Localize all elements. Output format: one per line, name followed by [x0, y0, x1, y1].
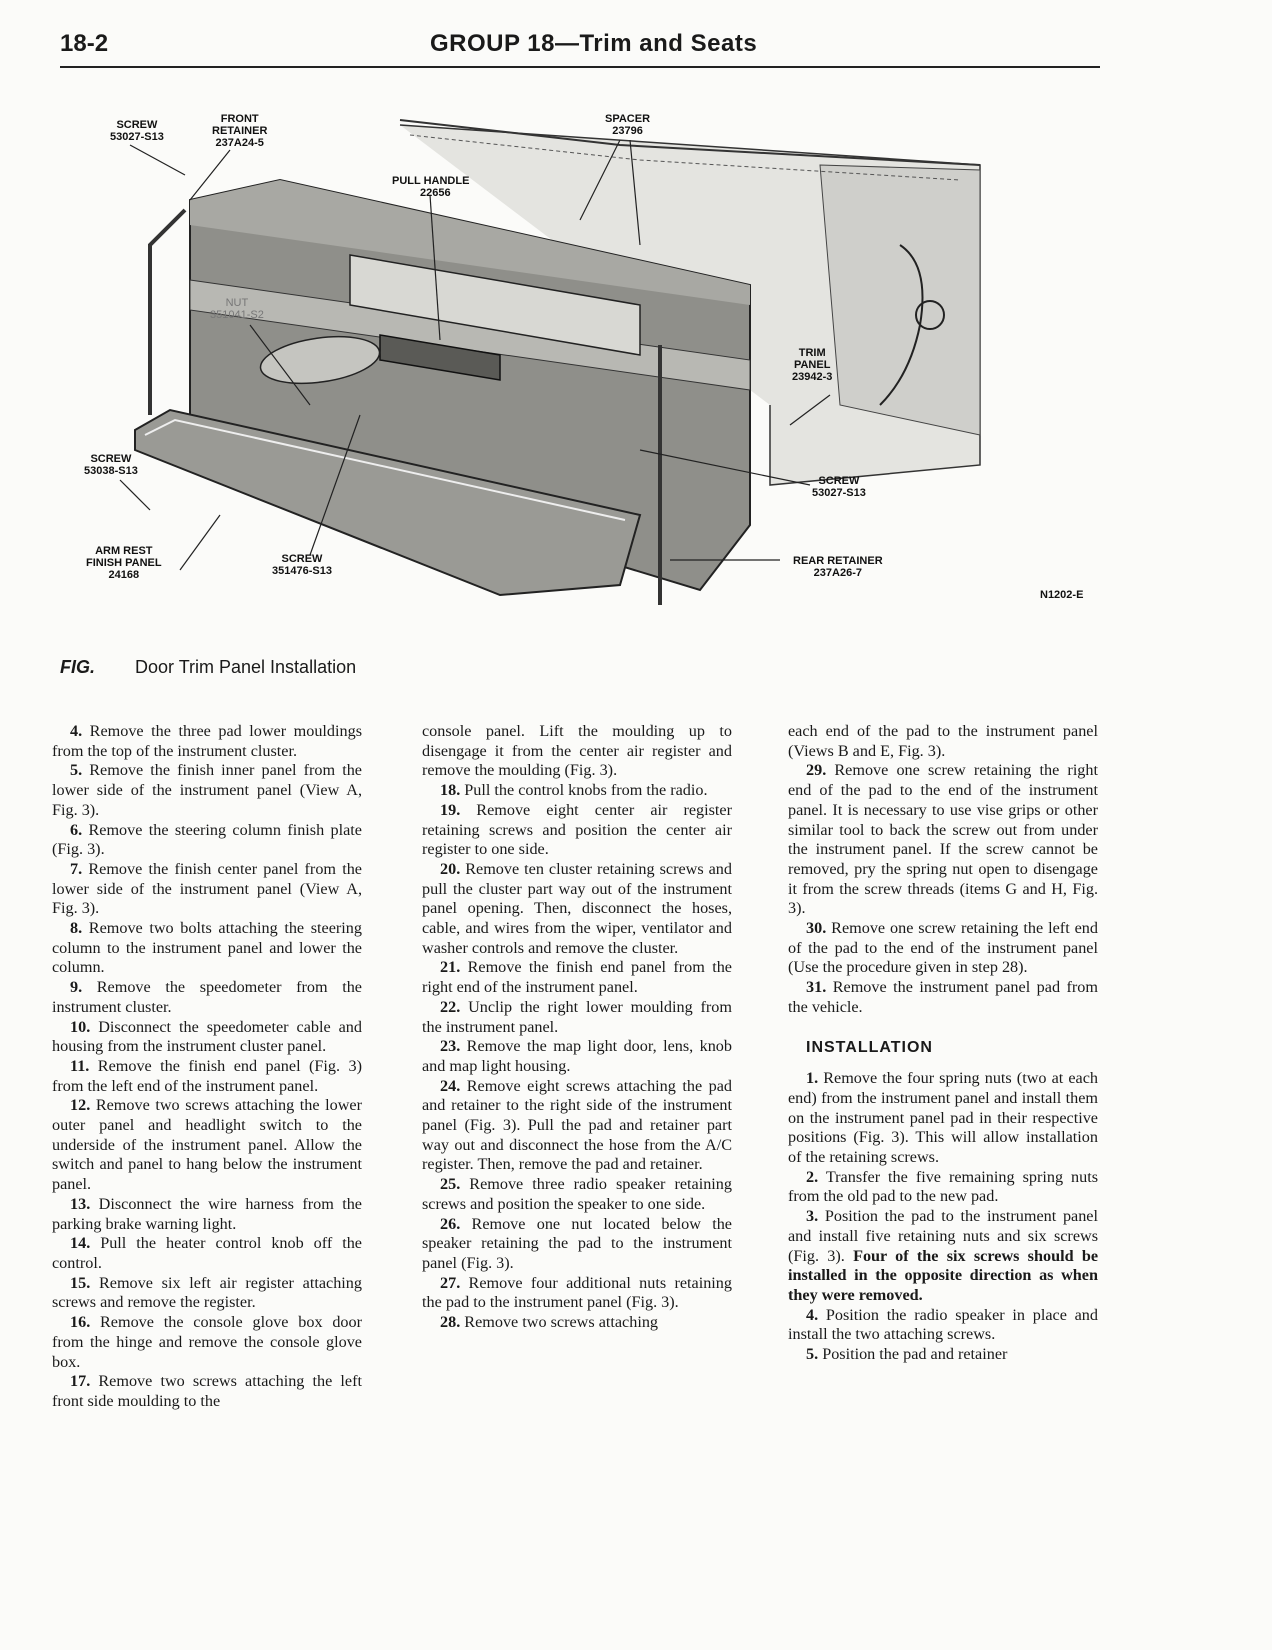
step-21: 21. Remove the finish end panel from the right end of the instrument panel. — [422, 958, 732, 997]
figure-code: N1202-E — [1040, 589, 1084, 601]
step-10: 10. Disconnect the speedometer cable and housing from the instrument cluster panel. — [52, 1017, 362, 1056]
step-7: 7. Remove the finish center panel from the lower side of the instrument panel (View A, Fig. 3). — [52, 859, 362, 918]
front-retainer-rod — [150, 210, 185, 415]
label-arm-rest: ARM REST FINISH PANEL 24168 — [86, 545, 162, 581]
installation-heading: INSTALLATION — [806, 1038, 933, 1056]
install-step-4: 4. Position the radio speaker in place and install the two attaching screws. — [788, 1305, 1098, 1344]
text-column-2 — [422, 722, 732, 1333]
step-12: 12. Remove two screws attaching the lower outer panel and headlight switch to the underside of the instrument panel. Allow the switch and panel to hang below the instrument panel. — [52, 1096, 362, 1194]
install-step-3-warning: Four of the six screws should be installed in the opposite direction as when they were removed. — [788, 1246, 1099, 1304]
step-11: 11. Remove the finish end panel (Fig. 3) from the left end of the instrument panel. — [52, 1056, 362, 1095]
step-18: 18. Pull the control knobs from the radio. — [440, 781, 708, 800]
label-rear-retainer: REAR RETAINER 237A26-7 — [793, 555, 883, 579]
install-step-5: 5. Position the pad and retainer — [806, 1345, 1008, 1364]
label-screw-top: SCREW 53027-S13 — [110, 119, 164, 143]
step-6: 6. Remove the steering column finish plate (Fig. 3). — [52, 820, 362, 859]
step-31: 31. Remove the instrument panel pad from the vehicle. — [788, 978, 1098, 1016]
label-screw-bottom: SCREW 351476-S13 — [272, 553, 332, 577]
step-27: 27. Remove four additional nuts retaining the pad to the instrument panel (Fig. 3). — [422, 1273, 732, 1312]
label-pull-handle: PULL HANDLE 22656 — [392, 175, 470, 199]
label-screw-left: SCREW 53038-S13 — [84, 453, 138, 477]
label-trim-panel: TRIM PANEL 23942-3 — [792, 347, 833, 383]
door-trim-illustration — [80, 105, 1100, 635]
step-22: 22. Unclip the right lower moulding from the instrument panel. — [422, 997, 732, 1036]
install-step-1: 1. Remove the four spring nuts (two at each end) from the instrument panel and install them on the instrument panel pad in their respective positions (Fig. 3). This will allow installation of the retaining screws. — [788, 1069, 1098, 1167]
door-trim-figure — [80, 105, 1100, 635]
step-28-continued: each end of the pad to the instrument panel (Views B and E, Fig. 3). — [788, 722, 1098, 760]
text-column-1 — [52, 722, 362, 1412]
step-26: 26. Remove one nut located below the speaker retaining the pad to the instrument panel (Fig. 3). — [422, 1214, 732, 1272]
step-16: 16. Remove the console glove box door from the hinge and remove the console glove box. — [52, 1313, 362, 1371]
header-rule — [60, 66, 1100, 68]
label-spacer: SPACER 23796 — [605, 113, 651, 137]
caption-title: Door Trim Panel Installation — [135, 657, 357, 677]
step-5: 5. Remove the finish inner panel from the lower side of the instrument panel (View A, Fig. 3). — [52, 761, 362, 819]
label-front-retainer: FRONT RETAINER 237A24-5 — [212, 113, 268, 149]
install-step-3: 3. Position the pad to the instrument panel and install five retaining nuts and six screws (Fig. 3). Four of the six screws should be installed in the opposite direction as when they were removed. — [788, 1207, 1099, 1304]
step-30: 30. Remove one screw retaining the left end of the pad to the end of the instrument panel (Use the procedure given in step 28). — [788, 919, 1098, 977]
step-20: 20. Remove ten cluster retaining screws and pull the cluster part way out of the instrument panel opening. Then, disconnect the hoses, cable, and wires from the wiper, ventilator and washer controls and remove the cluster. — [422, 859, 732, 957]
step-28: 28. Remove two screws attaching — [440, 1313, 659, 1332]
step-15: 15. Remove six left air register attaching screws and remove the register. — [52, 1273, 362, 1312]
label-screw-right: SCREW 53027-S13 — [812, 475, 866, 499]
group-title: GROUP 18—Trim and Seats — [430, 30, 758, 57]
text-column-3 — [788, 722, 1098, 1365]
label-nut: NUT 351041-S2 — [210, 297, 264, 321]
install-step-2: 2. Transfer the five remaining spring nuts from the old pad to the new pad. — [788, 1167, 1098, 1206]
page-header — [60, 30, 1100, 66]
step-17-continued: console panel. Lift the moulding up to disengage it from the center air register and remove the moulding (Fig. 3). — [422, 722, 732, 780]
step-19: 19. Remove eight center air register retaining screws and position the center air register to one side. — [422, 800, 732, 859]
step-25: 25. Remove three radio speaker retaining screws and position the speaker to one side. — [422, 1175, 732, 1213]
step-13: 13. Disconnect the wire harness from the parking brake warning light. — [52, 1194, 362, 1233]
step-17: 17. Remove two screws attaching the left front side moulding to the — [52, 1372, 362, 1410]
page-number: 18-2 — [60, 30, 109, 57]
door-frame-shading — [820, 165, 980, 435]
step-23: 23. Remove the map light door, lens, knob and map light housing. — [422, 1037, 732, 1075]
step-14: 14. Pull the heater control knob off the control. — [52, 1234, 362, 1272]
step-24: 24. Remove eight screws attaching the pad and retainer to the right side of the instrument panel (Fig. 3). Pull the pad and retainer part way out and disconnect the hose from the A/C register. Then, remove the pad and retainer. — [422, 1076, 732, 1174]
step-8: 8. Remove two bolts attaching the steering column to the instrument panel and lower the column. — [52, 919, 362, 977]
step-29: 29. Remove one screw retaining the right end of the pad to the end of the instrument panel. It is necessary to use vise grips or other similar tool to back the screw out from under the instrument panel. If the screw cannot be removed, pry the spring nut open to disengage it from the screw threads (items G and H, Fig. 3). — [788, 761, 1098, 918]
step-9: 9. Remove the speedometer from the instrument cluster. — [52, 978, 362, 1016]
step-4: 4. Remove the three pad lower mouldings from the top of the instrument cluster. — [52, 722, 362, 760]
caption-prefix: FIG. — [60, 657, 95, 677]
figure-caption — [60, 657, 356, 678]
